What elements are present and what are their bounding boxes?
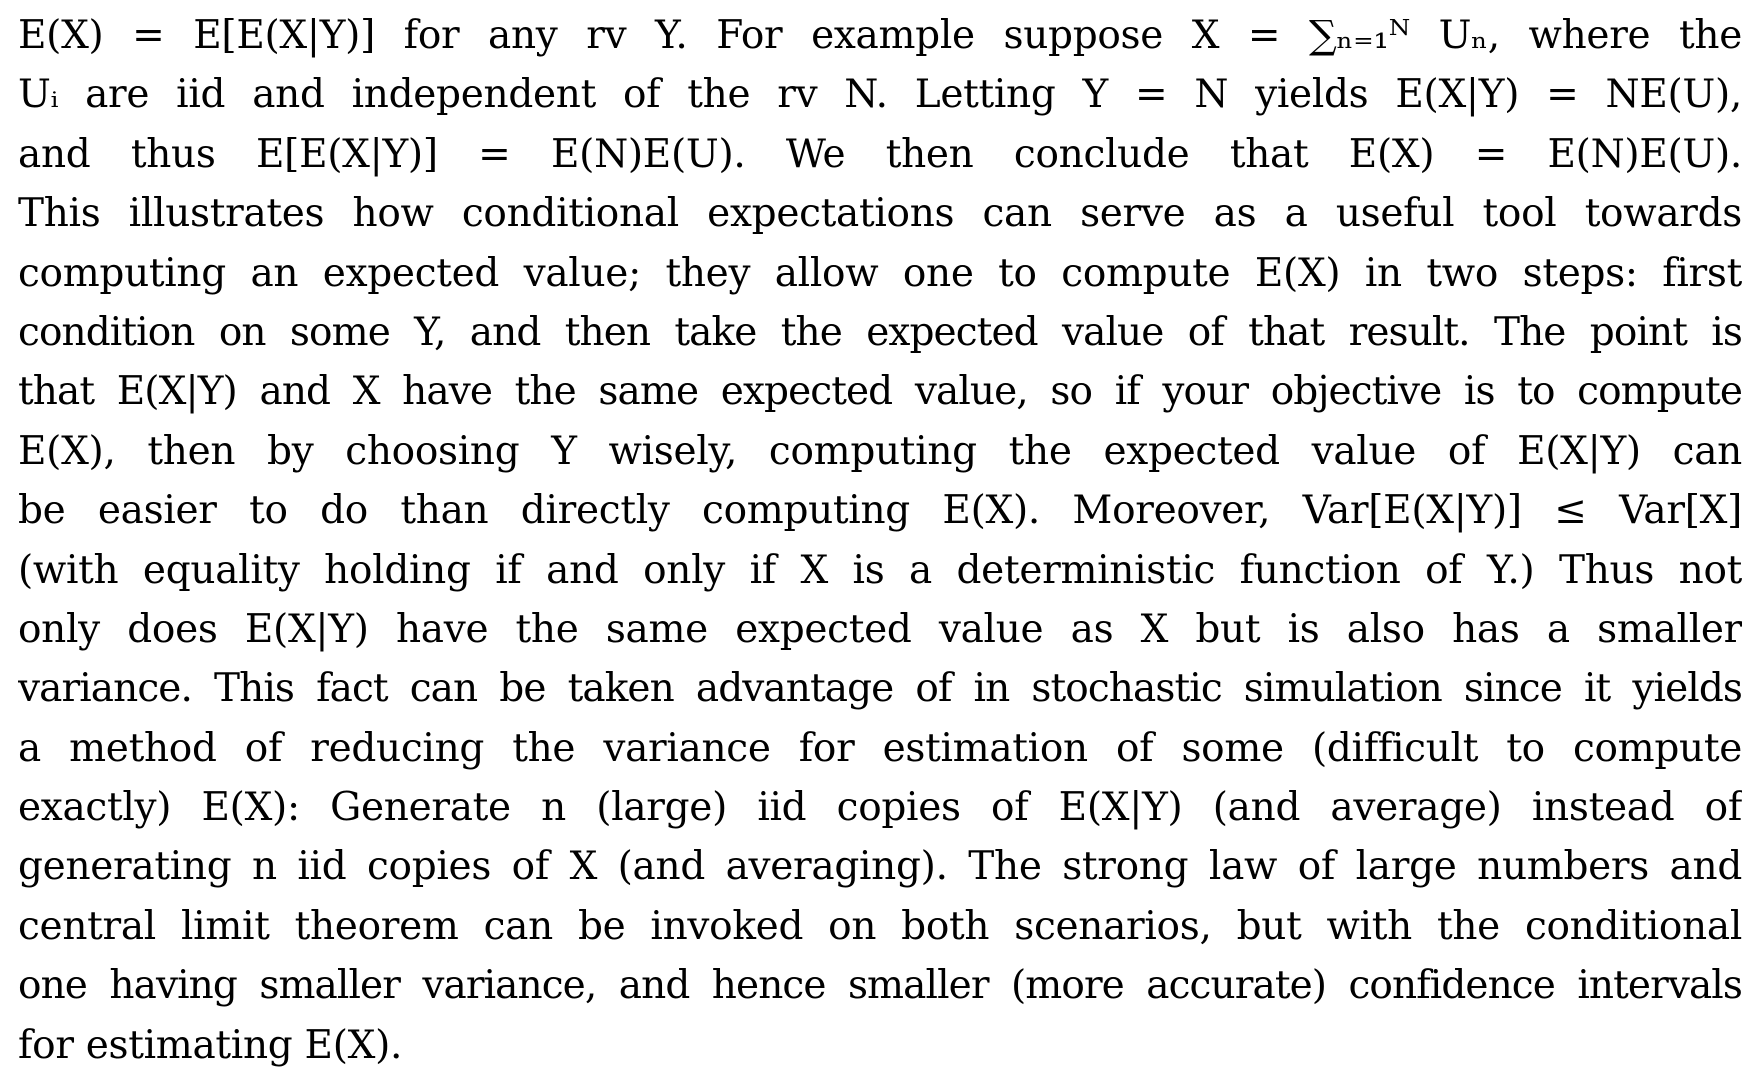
text-line: condition on some Y, and then take the expected value of that result. The point is [18,309,1742,355]
text-line: exactly) E(X): Generate n (large) iid copies of E(X|Y) (and average) instead of [18,785,1742,831]
text-line: E(X), then by choosing Y wisely, computing the expected value of E(X|Y) can [18,428,1742,474]
text-line: only does E(X|Y) have the same expected value as X but is also has a smaller [18,606,1742,652]
text-line: for estimating E(X). [18,1022,403,1068]
text-line: and thus E[E(X|Y)] = E(N)E(U). We then conclude that E(X) = E(N)E(U). [18,131,1742,177]
text-line: central limit theorem can be invoked on both scenarios, but with the conditional [18,903,1742,949]
text-line: (with equality holding if and only if X is a deterministic function of Y.) Thus not [18,547,1742,593]
text-line: one having smaller variance, and hence smaller (more accurate) confidence intervals [18,963,1742,1009]
conditional-expectation-paragraph [18,0,1742,1075]
text-line: E(X) = E[E(X|Y)] for any rv Y. For example suppose X = ∑ₙ₌₁ᴺ Uₙ, where the [18,13,1742,58]
text-line: variance. This fact can be taken advantage of in stochastic simulation since it yields [18,666,1742,712]
text-line: This illustrates how conditional expectations can serve as a useful tool towards [18,191,1742,237]
text-line: be easier to do than directly computing E(X). Moreover, Var[E(X|Y)] ≤ Var[X] [18,488,1742,534]
text-line: generating n iid copies of X (and averaging). The strong law of large numbers and [18,844,1742,890]
text-line: Uᵢ are iid and independent of the rv N. Letting Y = N yields E(X|Y) = NE(U), [18,72,1742,118]
text-line: a method of reducing the variance for estimation of some (difficult to compute [18,725,1742,771]
text-line: computing an expected value; they allow one to compute E(X) in two steps: first [18,250,1742,296]
text-line: that E(X|Y) and X have the same expected value, so if your objective is to compute [18,369,1742,415]
